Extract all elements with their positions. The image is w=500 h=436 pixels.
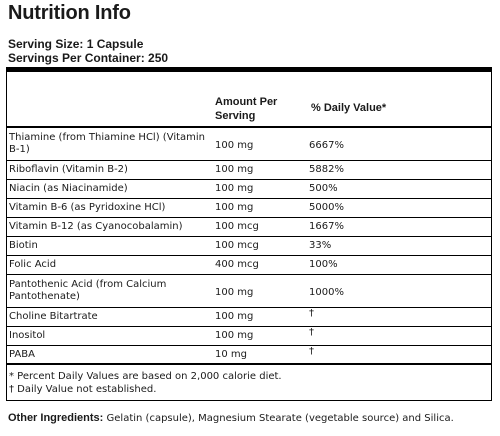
nutrient-daily-value: 1000% [309, 287, 344, 298]
serving-size: Serving Size: 1 Capsule [8, 37, 144, 51]
nutrient-amount: 400 mcg [215, 259, 259, 270]
nutrient-name: Inositol [9, 330, 46, 341]
nutrition-table [6, 67, 492, 401]
table-row [7, 199, 491, 218]
nutrient-name: Vitamin B-6 (as Pyridoxine HCl) [9, 202, 166, 213]
table-row [7, 218, 491, 237]
nutrient-amount: 100 mg [215, 287, 254, 298]
nutrient-amount: 100 mcg [215, 221, 259, 232]
other-ingredients-label: Other Ingredients: [8, 412, 104, 424]
nutrient-name: Biotin [9, 240, 38, 251]
nutrient-amount: 10 mg [215, 349, 247, 360]
table-row [7, 308, 491, 327]
nutrient-amount: 100 mg [215, 140, 254, 151]
nutrient-daily-value: † [309, 346, 314, 357]
nutrient-name: Pantothenic Acid (from Calcium Pantothenate) [9, 279, 167, 302]
table-row [7, 346, 491, 364]
top-rule [7, 68, 491, 72]
footnote-rule [7, 363, 491, 365]
amount-per-serving-header: Amount Per Serving [215, 96, 278, 122]
footnote-daily-value: * Percent Daily Values are based on 2,000 calorie diet. [9, 371, 282, 382]
nutrient-name: Choline Bitartrate [9, 311, 98, 322]
nutrient-amount: 100 mg [215, 311, 254, 322]
nutrient-daily-value: † [309, 327, 314, 338]
nutrient-daily-value: 5000% [309, 202, 344, 213]
table-row [7, 128, 491, 161]
table-row [7, 327, 491, 346]
nutrient-daily-value: † [309, 308, 314, 319]
table-row [7, 161, 491, 180]
nutrient-daily-value: 5882% [309, 164, 344, 175]
other-ingredients [8, 412, 454, 425]
nutrient-daily-value: 500% [309, 183, 338, 194]
nutrient-amount: 100 mg [215, 202, 254, 213]
nutrient-amount: 100 mcg [215, 240, 259, 251]
nutrient-amount: 100 mg [215, 183, 254, 194]
nutrient-name: Riboflavin (Vitamin B-2) [9, 164, 128, 175]
nutrient-amount: 100 mg [215, 164, 254, 175]
table-row [7, 237, 491, 256]
table-row [7, 180, 491, 199]
table-row [7, 256, 491, 275]
nutrient-daily-value: 100% [309, 259, 338, 270]
nutrient-amount: 100 mg [215, 330, 254, 341]
table-row [7, 275, 491, 308]
nutrient-name: Thiamine (from Thiamine HCl) (Vitamin B-1) [9, 132, 206, 155]
footnote-not-established: † Daily Value not established. [9, 384, 157, 395]
nutrient-daily-value: 6667% [309, 140, 344, 151]
page-title: Nutrition Info [8, 2, 131, 24]
nutrient-name: Folic Acid [9, 259, 57, 270]
nutrient-name: PABA [9, 349, 35, 360]
servings-per-container: Servings Per Container: 250 [8, 51, 169, 65]
nutrient-daily-value: 1667% [309, 221, 344, 232]
nutrient-name: Niacin (as Niacinamide) [9, 183, 128, 194]
nutrient-name: Vitamin B-12 (as Cyanocobalamin) [9, 221, 183, 232]
nutrient-daily-value: 33% [309, 240, 332, 251]
other-ingredients-text: Gelatin (capsule), Magnesium Stearate (vegetable source) and Silica. [103, 413, 454, 424]
daily-value-header: % Daily Value* [311, 102, 387, 114]
